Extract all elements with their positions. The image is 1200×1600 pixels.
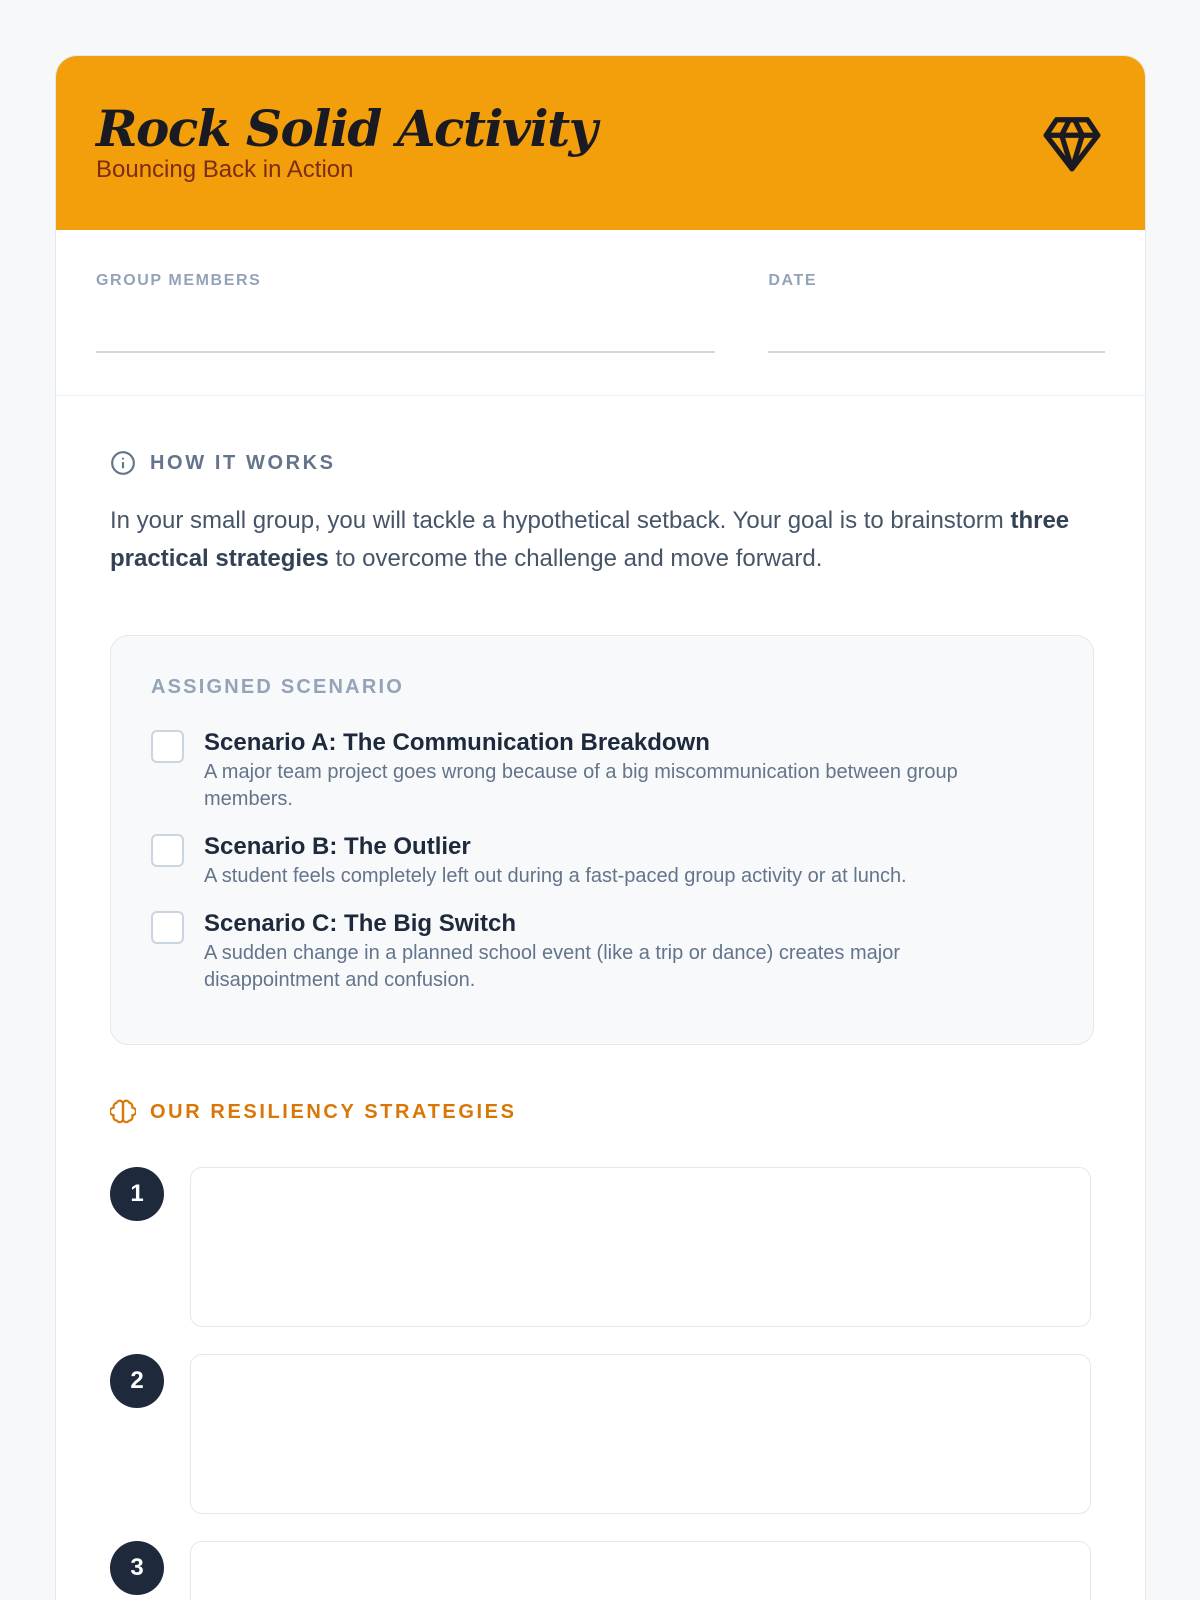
page-title: Rock Solid Activity xyxy=(96,99,597,158)
date-label: DATE xyxy=(768,272,818,289)
strategy-row-2 xyxy=(110,1354,1091,1514)
scenario-box-label: ASSIGNED SCENARIO xyxy=(151,676,404,698)
strategies-section xyxy=(110,1097,1091,1600)
activity-card xyxy=(55,55,1146,1600)
how-it-works-section xyxy=(110,448,1091,578)
strategies-heading xyxy=(110,1097,1091,1127)
strategy-number-badge: 3 xyxy=(110,1541,164,1595)
instructions-part-1: In your small group, you will tackle a hypothetical setback. Your goal is to brainstorm xyxy=(110,507,1011,534)
page-subtitle: Bouncing Back in Action xyxy=(96,156,354,183)
activity-body xyxy=(56,396,1145,1600)
scenario-b-text xyxy=(204,832,1034,890)
scenario-box xyxy=(110,635,1094,1045)
scenario-b-checkbox[interactable] xyxy=(151,834,184,867)
strategy-row-3 xyxy=(110,1541,1091,1600)
scenario-a-text xyxy=(204,728,1034,813)
strategy-number-badge: 2 xyxy=(110,1354,164,1408)
group-members-input[interactable] xyxy=(96,333,715,353)
scenario-a-checkbox[interactable] xyxy=(151,730,184,763)
activity-header xyxy=(56,56,1145,230)
scenario-option-c[interactable] xyxy=(151,909,1053,994)
scenario-c-title: Scenario C: The Big Switch xyxy=(204,910,517,937)
meta-section xyxy=(56,230,1145,396)
info-icon xyxy=(110,450,136,476)
strategy-row-1 xyxy=(110,1167,1091,1327)
how-it-works-title: HOW IT WORKS xyxy=(150,451,336,474)
instructions-part-2: to overcome the challenge and move forward. xyxy=(328,545,823,572)
strategy-1-input[interactable] xyxy=(190,1167,1091,1327)
group-members-label: GROUP MEMBERS xyxy=(96,272,262,289)
strategy-3-input[interactable] xyxy=(190,1541,1091,1600)
scenario-c-text xyxy=(204,909,1034,994)
strategy-number-badge: 1 xyxy=(110,1167,164,1221)
scenario-a-description: A major team project goes wrong because of a big miscommunication between group members. xyxy=(204,761,958,810)
date-field xyxy=(768,272,1105,395)
strategies-title: OUR RESILIENCY STRATEGIES xyxy=(150,1100,517,1123)
scenario-option-b[interactable] xyxy=(151,832,1053,890)
scenario-c-checkbox[interactable] xyxy=(151,911,184,944)
scenario-a-title: Scenario A: The Communication Breakdown xyxy=(204,729,710,756)
instructions-emphasis: three practical strategies xyxy=(110,507,1070,572)
how-it-works-heading xyxy=(110,448,1091,478)
strategy-2-input[interactable] xyxy=(190,1354,1091,1514)
scenario-b-title: Scenario B: The Outlier xyxy=(204,833,471,860)
scenario-b-description: A student feels completely left out during a fast-paced group activity or at lunch. xyxy=(204,865,907,887)
brain-icon xyxy=(110,1099,136,1125)
gem-icon xyxy=(1041,112,1103,174)
group-members-field xyxy=(96,272,715,395)
date-input[interactable] xyxy=(768,333,1105,353)
instructions-text xyxy=(110,502,1070,578)
scenario-option-a[interactable] xyxy=(151,728,1053,813)
scenario-c-description: A sudden change in a planned school event (like a trip or dance) creates major disappointment and confusion. xyxy=(204,942,900,991)
